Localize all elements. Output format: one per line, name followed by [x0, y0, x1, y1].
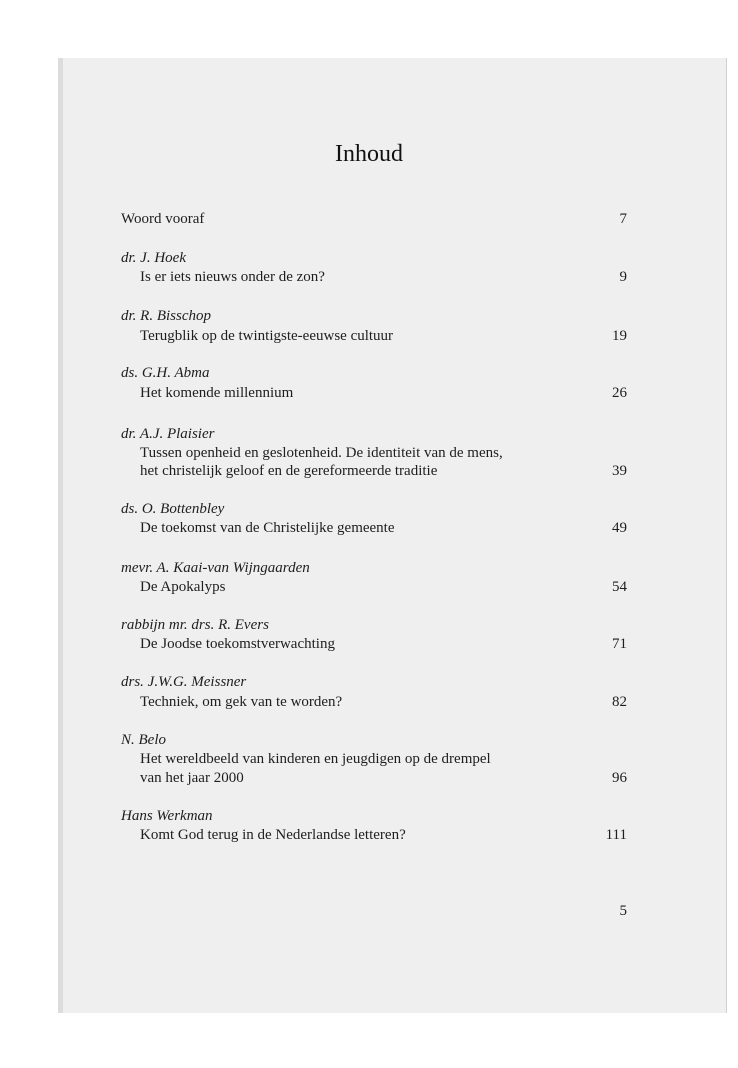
toc-entry-title: Komt God terug in de Nederlandse letteren?	[140, 827, 406, 843]
toc-entry-page: 9	[619, 269, 627, 285]
toc-entry-page: 7	[619, 211, 627, 227]
toc-entry-author: dr. J. Hoek	[121, 250, 186, 266]
toc-entry-page: 26	[612, 385, 627, 401]
toc-entry-page: 96	[612, 770, 627, 786]
toc-entry-author: dr. R. Bisschop	[121, 308, 211, 324]
toc-entry-author: N. Belo	[121, 732, 166, 748]
toc-entry-title: Het komende millennium	[140, 385, 294, 401]
toc-entry-page: 49	[612, 520, 627, 536]
toc-entry-title: Woord vooraf	[121, 211, 205, 227]
toc-entry-page: 111	[605, 827, 627, 843]
toc-entry-page: 39	[612, 463, 627, 479]
toc-entry-author: Hans Werkman	[121, 808, 213, 824]
toc-entry-author: dr. A.J. Plaisier	[121, 426, 215, 442]
toc-entry-title: De Apokalyps	[140, 579, 226, 595]
toc-entry-page: 19	[612, 328, 627, 344]
toc-entry-author: rabbijn mr. drs. R. Evers	[121, 617, 269, 633]
toc-entry-title: Is er iets nieuws onder de zon?	[140, 269, 325, 285]
toc-entry-title-line: Tussen openheid en geslotenheid. De identiteit van de mens,	[140, 445, 503, 461]
toc-entry-title: Terugblik op de twintigste-eeuwse cultuur	[140, 328, 394, 344]
page-title: Inhoud	[335, 141, 403, 167]
toc-entry-title: De toekomst van de Christelijke gemeente	[140, 520, 395, 536]
toc-entry-title-line: van het jaar 2000	[140, 770, 244, 786]
toc-entry-page: 71	[612, 636, 627, 652]
toc-entry-author: ds. G.H. Abma	[121, 365, 210, 381]
toc-entry-title-line: Het wereldbeeld van kinderen en jeugdigen op de drempel	[140, 751, 491, 767]
toc-entry-author: mevr. A. Kaai-van Wijngaarden	[121, 560, 310, 576]
toc-entry-title: De Joodse toekomstverwachting	[140, 636, 335, 652]
toc-entry-page: 82	[612, 694, 627, 710]
toc-entry-title: Techniek, om gek van te worden?	[140, 694, 343, 710]
page-spine-shadow	[58, 58, 63, 1013]
toc-entry-author: drs. J.W.G. Meissner	[121, 674, 247, 690]
page-number: 5	[619, 903, 627, 919]
toc-entry-page: 54	[612, 579, 627, 595]
toc-entry-author: ds. O. Bottenbley	[121, 501, 225, 517]
toc-entry-title-line: het christelijk geloof en de gereformeerde traditie	[140, 463, 438, 479]
